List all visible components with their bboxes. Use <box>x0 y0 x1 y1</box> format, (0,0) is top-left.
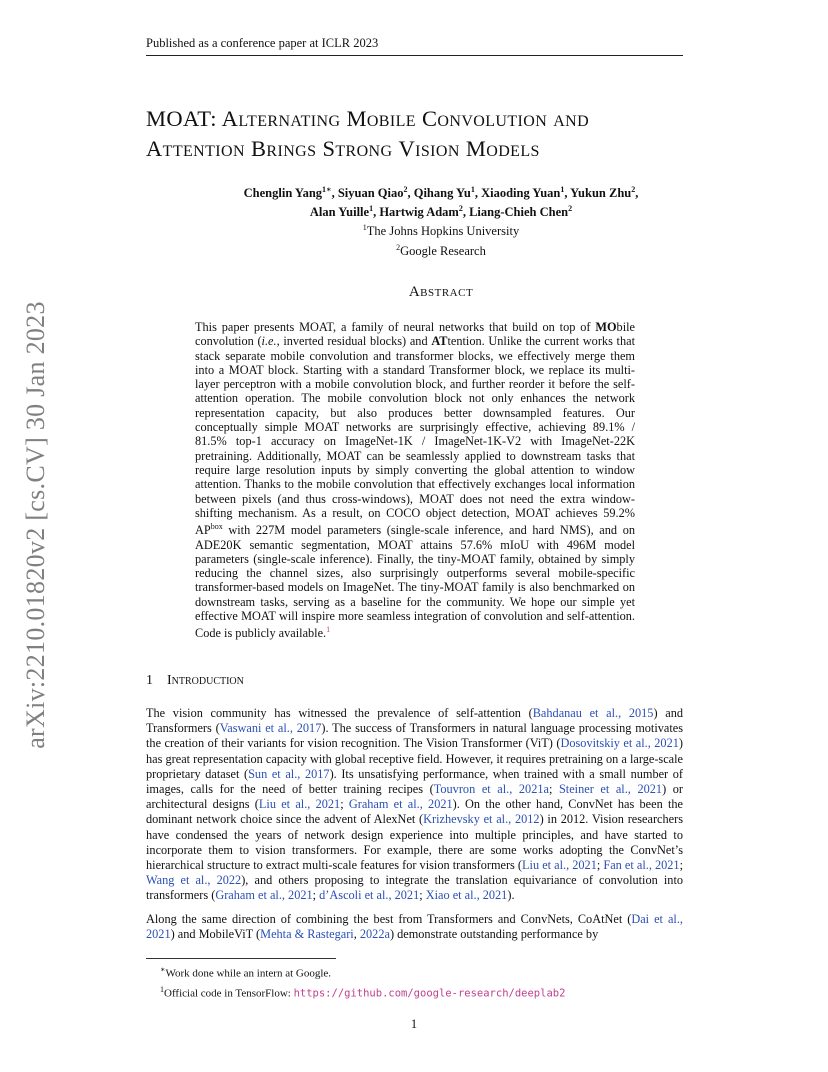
intro-paragraph-1: The vision community has witnessed the prevalence of self-attention (Bahdanau et al., 2015) and Transformers (Vaswani et al., 2017). The success of Transformers in natural language processing motivates the creation of their variants for vision recognition. The Vision Transformer (ViT) (Dosovitskiy et al., 2021) has great representation capacity with global receptive field. However, it requires pretraining on a large-scale proprietary dataset (Sun et al., 2017). Its unsatisfying performance, when trained with a small number of images, calls for the need of better training recipes (Touvron et al., 2021a; Steiner et al., 2021) or architectural designs (Liu et al., 2021; Graham et al., 2021). On the other hand, ConvNet has been the dominant network choice since the advent of AlexNet (Krizhevsky et al., 2012) in 2012. Vision researchers have condensed the years of network design experience into multiple principles, and have started to incorporate them to vision transformers. For example, there are some works adopting the ConvNet’s hierarchical structure to extract multi-scale features for vision transformers (Liu et al., 2021; Fan et al., 2021; Wang et al., 2022), and others proposing to integrate the translation equivariance of convolution into transformers (Graham et al., 2021; d’Ascoli et al., 2021; Xiao et al., 2021). <box>146 706 684 903</box>
running-header: Published as a conference paper at ICLR 2023 <box>146 36 683 56</box>
introduction-body <box>146 706 683 950</box>
citation-link[interactable]: Sun et al., 2017 <box>248 766 330 781</box>
citation-link[interactable]: Graham et al., 2021 <box>215 888 313 903</box>
section-heading-introduction: 1 Introduction <box>146 673 244 688</box>
abstract-text: This paper presents MOAT, a family of neural networks that build on top of MObile convolution (i.e., inverted residual blocks) and ATtention. Unlike the current works that stack separate mobile convolution and transformer blocks, we effectively merge them into a MOAT block. Starting with a standard Transformer block, we replace its multi-layer perceptron with a mobile convolution block, and further reorder it before the self-attention operation. The mobile convolution block not only enhances the network representation capacity, but also produces better downsampled features. Our conceptually simple MOAT networks are surprisingly effective, achieving 89.1% / 81.5% top-1 accuracy on ImageNet-1K / ImageNet-1K-V2 with ImageNet-22K pretraining. Additionally, MOAT can be seamlessly applied to downstream tasks that require large resolution inputs by simply converting the global attention to window attention. Thanks to the mobile convolution that effectively exchanges local information between pixels (and thus cross-windows), MOAT does not need the extra window-shifting mechanism. As a result, on COCO object detection, MOAT achieves 59.2% $AP^{box}$ with 227M model parameters (single-scale inference, and hard NMS), and on ADE20K semantic segmentation, MOAT attains 57.6% mIoU with 496M model parameters (single-scale inference). Finally, the tiny-MOAT family, obtained by simply reducing the channel sizes, also surprisingly outperforms several mobile-specific transformer-based models on ImageNet. The tiny-MOAT family is also benchmarked on downstream tasks, serving as a baseline for the community. We hope our simple yet effective MOAT will inspire more seamless integration of convolution and self-attention. Code is publicly available.$^1$ <box>195 320 636 641</box>
citation-link[interactable]: Mehta & Rastegari <box>260 926 354 941</box>
footnote-divider <box>146 958 336 959</box>
citation-link[interactable]: Bahdanau et al., 2015 <box>532 706 654 720</box>
citation-link[interactable]: Fan et al., 2021 <box>603 858 680 873</box>
citation-link[interactable]: 2022a <box>359 926 390 941</box>
author-block: Chenglin Yang$^{1∗}$, Siyuan Qiao$^2$, Qihang Yu$^1$, Xiaoding Yuan$^1$, Yukun Zhu$^2$, Alan Yuille$^1$, Hartwig Adam$^2$, Liang-Chieh Chen$^2$ $^1$The Johns Hopkins University $^2$Google Research <box>243 185 639 258</box>
abstract-heading: Abstract <box>408 284 474 300</box>
citation-link[interactable]: d’Ascoli et al., 2021 <box>319 888 420 903</box>
affiliation-1: $^1$The Johns Hopkins University <box>362 223 520 239</box>
citation-link[interactable]: Dai et al., 2021 <box>146 911 683 941</box>
citation-link[interactable]: Vaswani et al., 2017 <box>219 721 322 736</box>
footnote-ref-link[interactable]: 1 <box>326 625 331 635</box>
code-url-link[interactable]: https://github.com/google-research/deeplab2 <box>293 987 566 1000</box>
arxiv-stamp-text: arXiv:2210.01820v2 [cs.CV] 30 Jan 2023 <box>21 301 50 749</box>
footnote-2: $^1$Official code in TensorFlow: https://github.com/google-research/deeplab2 <box>160 984 566 1000</box>
citation-link[interactable]: Graham et al., 2021 <box>348 797 453 812</box>
citation-link[interactable]: Dosovitskiy et al., 2021 <box>560 736 679 751</box>
citation-link[interactable]: Wang et al., 2022 <box>146 873 242 888</box>
citation-link[interactable]: Xiao et al., 2021 <box>425 888 508 903</box>
citation-link[interactable]: Liu et al., 2021 <box>258 797 341 812</box>
affiliation-2: $^2$Google Research <box>396 242 486 258</box>
citation-link[interactable]: Touvron et al., 2021a <box>433 782 549 797</box>
intro-paragraph-2: Along the same direction of combining the best from Transformers and ConvNets, CoAtNet (Dai et al., 2021) and MobileViT (Mehta & Rastegari, 2022a) demonstrate outstanding performance by <box>146 911 683 941</box>
arxiv-stamp <box>18 290 54 760</box>
paper-title: MOAT: Alternating Mobile Convolution and Attention Brings Strong Vision Models <box>146 106 590 161</box>
footnotes <box>160 962 680 1001</box>
citation-link[interactable]: Krizhevsky et al., 2012 <box>423 812 540 827</box>
citation-link[interactable]: Liu et al., 2021 <box>522 858 597 873</box>
page-number: 1 <box>410 1017 418 1031</box>
footnote-1: ∗Work done while an intern at Google. <box>160 965 332 980</box>
citation-link[interactable]: Steiner et al., 2021 <box>558 782 663 797</box>
